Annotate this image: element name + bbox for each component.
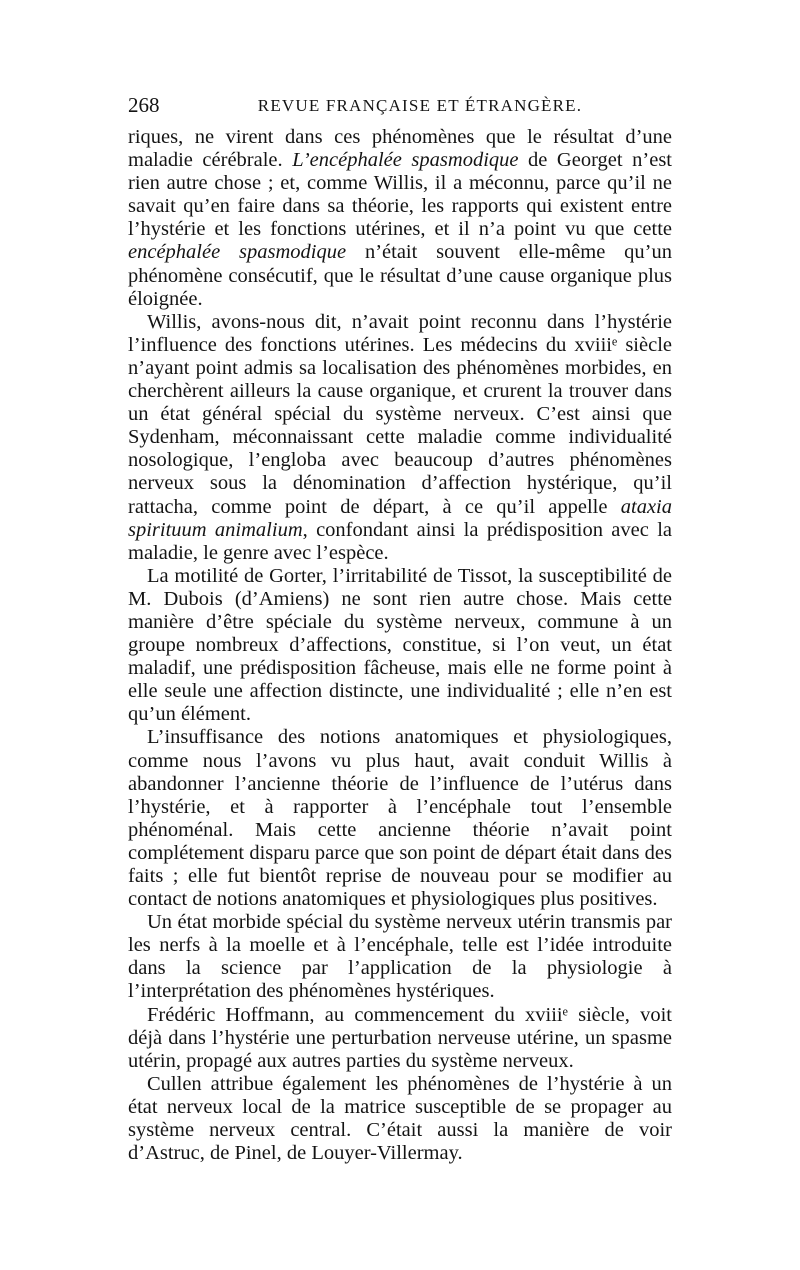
text-run: riques, ne virent dans ces phénomènes que le résultat d’une maladie cérébrale. — [128, 126, 672, 172]
paragraph — [128, 565, 672, 727]
body-text — [128, 126, 672, 1165]
text-run: La motilité de Gorter, l’irritabilité de Tissot, la susceptibilité de M. Dubois (d’Amiens) ne sont rien autre chose. Mais cette manière d’être spéciale du système nerveux, commune à un groupe nombreux d’affections, constitue, si l’on veut, un état maladif, une prédisposition fâcheuse, mais elle ne forme point à elle seule une affection distincte, une individualité ; elle n’en est qu’un élément. — [128, 564, 672, 726]
paragraph — [128, 311, 672, 565]
text-run: Cullen attribue également les phénomènes de l’hystérie à un état nerveux local de la matrice susceptible de se propager au système nerveux central. C’était aussi la manière de voir d’Astruc, de Pinel, de Louyer-Villermay. — [128, 1072, 672, 1165]
paragraph — [128, 911, 672, 1003]
text-run: Frédéric Hoffmann, au commencement du xviiiᵉ siècle, voit déjà dans l’hystérie une perturbation nerveuse utérine, un spasme utérin, propagé aux autres parties du système nerveux. — [128, 1003, 672, 1072]
page-number: 268 — [128, 93, 160, 117]
running-title: REVUE FRANÇAISE ET ÉTRANGÈRE. — [257, 96, 583, 115]
paragraph — [128, 1004, 672, 1073]
book-page — [128, 92, 672, 1165]
text-run: , confondant ainsi la prédisposition avec la maladie, le genre avec l’espèce. — [128, 518, 672, 564]
text-run: Willis, avons-nous dit, n’avait point reconnu dans l’hystérie l’influence des fonctions utérines. Les médecins du xviiiᵉ siècle n’ayant point admis sa localisation des phénomènes morbides, en cherchèrent ailleurs la cause organique, et crurent la trouver dans un état général spécial du système nerveux. C’est ainsi que Sydenham, méconnaissant cette maladie comme individualité nosologique, l’engloba avec beaucoup d’autres phénomènes nerveux sous la dénomination d’affection hystérique, qu’il rattacha, comme point de départ, à ce qu’il appelle — [128, 310, 672, 518]
text-run: Un état morbide spécial du système nerveux utérin transmis par les nerfs à la moelle et à l’encéphale, telle est l’idée introduite dans la science par l’application de la physiologie à l’interprétation des phénomènes hystériques. — [128, 911, 672, 1003]
text-run: L’insuffisance des notions anatomiques et physiologiques, comme nous l’avons vu plus haut, avait conduit Willis à abandonner l’ancienne théorie de l’influence de l’utérus dans l’hystérie, et à rapporter à l’encéphale tout l’ensemble phénoménal. Mais cette ancienne théorie n’avait point complétement disparu parce que son point de départ était dans des faits ; elle fut bientôt reprise de nouveau pour se modifier au contact de notions anatomiques et physiologiques plus positives. — [128, 726, 672, 911]
paragraph — [128, 726, 672, 911]
paragraph — [128, 1073, 672, 1165]
italic-term: L’encéphalée spasmodique — [292, 149, 519, 172]
italic-term: ataxia spirituum animalium — [128, 495, 672, 541]
paragraph — [128, 126, 672, 311]
italic-term: encéphalée spasmodique — [128, 241, 347, 264]
text-run: de Georget n’est rien autre chose ; et, comme Willis, il a méconnu, parce qu’il ne savait qu’en faire dans sa théorie, les rapports qui existent entre l’hystérie et les fonctions utérines, et il n’a point vu que cette — [128, 149, 672, 241]
page-header — [128, 92, 672, 126]
text-run: n’était souvent elle-même qu’un phénomène consécutif, que le résultat d’une cause organique plus éloignée. — [128, 241, 672, 310]
